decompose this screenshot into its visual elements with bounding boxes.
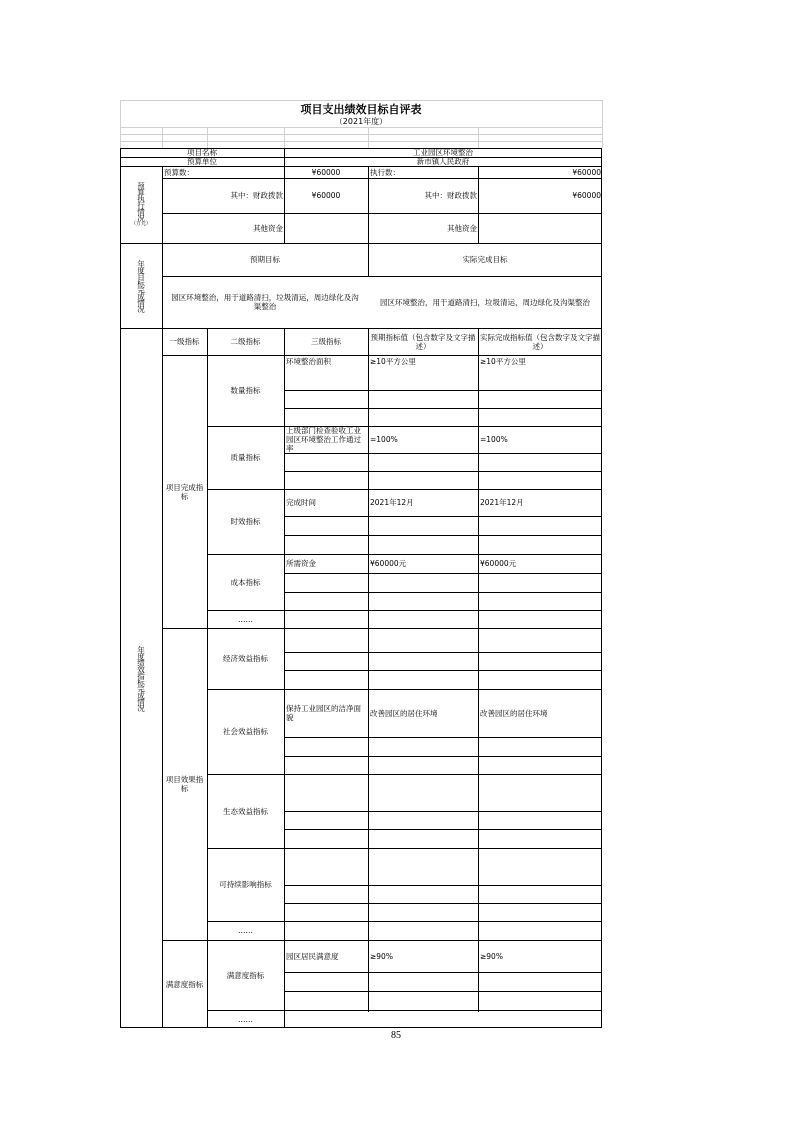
group-completion-label: 项目完成指标 xyxy=(165,482,204,501)
gridline xyxy=(120,141,602,142)
gridline xyxy=(602,100,603,148)
rule xyxy=(284,670,602,671)
gridline xyxy=(207,127,208,148)
rule xyxy=(284,390,602,391)
goals-section-label xyxy=(120,243,162,328)
timeliness-expected: 2021年12月 xyxy=(370,498,414,507)
cost-indicator-label: 成本指标 xyxy=(230,577,261,587)
page-number: 85 xyxy=(391,1029,401,1041)
rule xyxy=(162,166,163,1028)
gridline xyxy=(162,127,163,148)
rule xyxy=(284,535,602,536)
other-funds-label: 其他资金 xyxy=(253,223,283,233)
rule xyxy=(284,972,602,973)
quantity-item: 环境整治面积 xyxy=(286,357,331,366)
gridline xyxy=(368,127,369,148)
quantity-actual: ≥10平方公里 xyxy=(480,357,526,366)
gridline xyxy=(478,127,479,148)
rule xyxy=(284,811,602,812)
budget-unit-label: 预算单位 xyxy=(187,157,217,166)
rule xyxy=(284,516,602,517)
cost-actual: ¥60000元 xyxy=(480,559,517,568)
budget-amount-value: ¥60000 xyxy=(311,167,341,177)
project-name-value: 工业园区环境整治 xyxy=(413,148,473,157)
rule xyxy=(284,592,602,593)
fiscal-exec-value: ¥60000 xyxy=(572,191,601,200)
indicators-section-title: 年度绩效指标完成情况 xyxy=(136,645,146,711)
exec-amount-value: ¥60000 xyxy=(572,167,601,177)
other-funds-exec-label: 其他资金 xyxy=(447,223,477,233)
budget-unit-value: 新市镇人民政府 xyxy=(416,157,470,166)
rule xyxy=(284,885,602,886)
goals-section-title: 年度目标完成情况 xyxy=(136,259,146,312)
quality-item: 上级部门检查验收工业园区环境整治工作通过率 xyxy=(286,426,361,453)
timeliness-indicator-label: 时效指标 xyxy=(230,517,261,526)
exec-amount-label: 执行数： xyxy=(370,167,400,177)
sustainable-indicator-label: 可持续影响指标 xyxy=(219,880,272,889)
col-level1-header: 一级指标 xyxy=(169,337,200,346)
social-indicator-label: 社会效益指标 xyxy=(223,727,268,736)
ecological-indicator-label: 生态效益指标 xyxy=(223,806,268,816)
gridline xyxy=(120,127,602,128)
project-name-label: 项目名称 xyxy=(187,148,217,157)
col-level3-header: 三级指标 xyxy=(311,337,341,346)
satisfaction-expected: ≥90% xyxy=(370,951,393,961)
rule xyxy=(284,903,602,904)
social-actual: 改善园区的居住环境 xyxy=(480,708,548,718)
gridline xyxy=(284,127,285,148)
gridline xyxy=(120,134,602,135)
rule xyxy=(284,408,602,409)
quantity-indicator-label: 数量指标 xyxy=(230,386,261,395)
cost-item: 所需资金 xyxy=(286,559,316,568)
page-title: 项目支出绩效目标自评表 xyxy=(300,102,422,116)
actual-goal-text: 园区环境整治，用于道路清扫，垃圾清运，周边绿化及沟渠整治 xyxy=(380,297,590,307)
fiscal-value: ¥60000 xyxy=(311,191,341,200)
completion-ellipsis: …… xyxy=(238,614,253,624)
rule xyxy=(284,756,602,757)
timeliness-item: 完成时间 xyxy=(286,498,316,507)
group-effect-label: 项目效果指标 xyxy=(165,775,204,793)
quality-indicator-label: 质量指标 xyxy=(230,453,261,462)
indicators-section-label xyxy=(120,328,162,1028)
rule xyxy=(284,573,602,574)
rule xyxy=(284,737,602,738)
quantity-expected: ≥10平方公里 xyxy=(370,357,416,366)
expected-goal-text: 园区环境整治，用于道路清扫，垃圾清运，周边绿化及沟渠整治 xyxy=(171,293,359,311)
year-subtitle: （2021年度） xyxy=(334,117,388,126)
satisfaction-item: 园区居民满意度 xyxy=(286,951,339,961)
social-expected: 改善园区的居住环境 xyxy=(370,708,438,718)
satisfaction-indicator-label: 满意度指标 xyxy=(226,970,265,980)
rule xyxy=(284,652,602,653)
budget-amount-label: 预算数： xyxy=(164,167,194,177)
economic-indicator-label: 经济效益指标 xyxy=(223,654,268,663)
fiscal-exec-label: 其中：财政拨款 xyxy=(424,191,477,200)
satisfaction-ellipsis: …… xyxy=(238,1014,253,1024)
budget-section-title: 预算执行情况 xyxy=(136,182,146,221)
quality-actual: =100% xyxy=(480,435,508,444)
cost-expected: ¥60000元 xyxy=(370,559,407,568)
col-level2-header: 二级指标 xyxy=(230,337,261,346)
group-satisfaction-label: 满意度指标 xyxy=(165,979,204,989)
rule xyxy=(284,471,602,472)
social-item: 保持工业园区的洁净面貌 xyxy=(286,704,361,722)
rule xyxy=(284,829,602,830)
expected-goal-header: 预期目标 xyxy=(250,255,280,264)
actual-goal-header: 实际完成目标 xyxy=(462,255,508,264)
col-actual-header: 实际完成指标值（包含数字及文字描述） xyxy=(480,332,600,351)
fiscal-label: 其中：财政拨款 xyxy=(230,191,283,200)
satisfaction-actual: ≥90% xyxy=(480,951,503,961)
rule xyxy=(284,991,602,992)
budget-section-unit: （万元） xyxy=(130,221,151,227)
col-expected-header: 预期指标值（包含数字及文字描述） xyxy=(370,332,476,351)
timeliness-actual: 2021年12月 xyxy=(480,498,524,507)
rule xyxy=(284,453,602,454)
quality-expected: =100% xyxy=(370,435,398,444)
effect-ellipsis: …… xyxy=(238,926,253,935)
budget-section-label xyxy=(120,166,162,243)
